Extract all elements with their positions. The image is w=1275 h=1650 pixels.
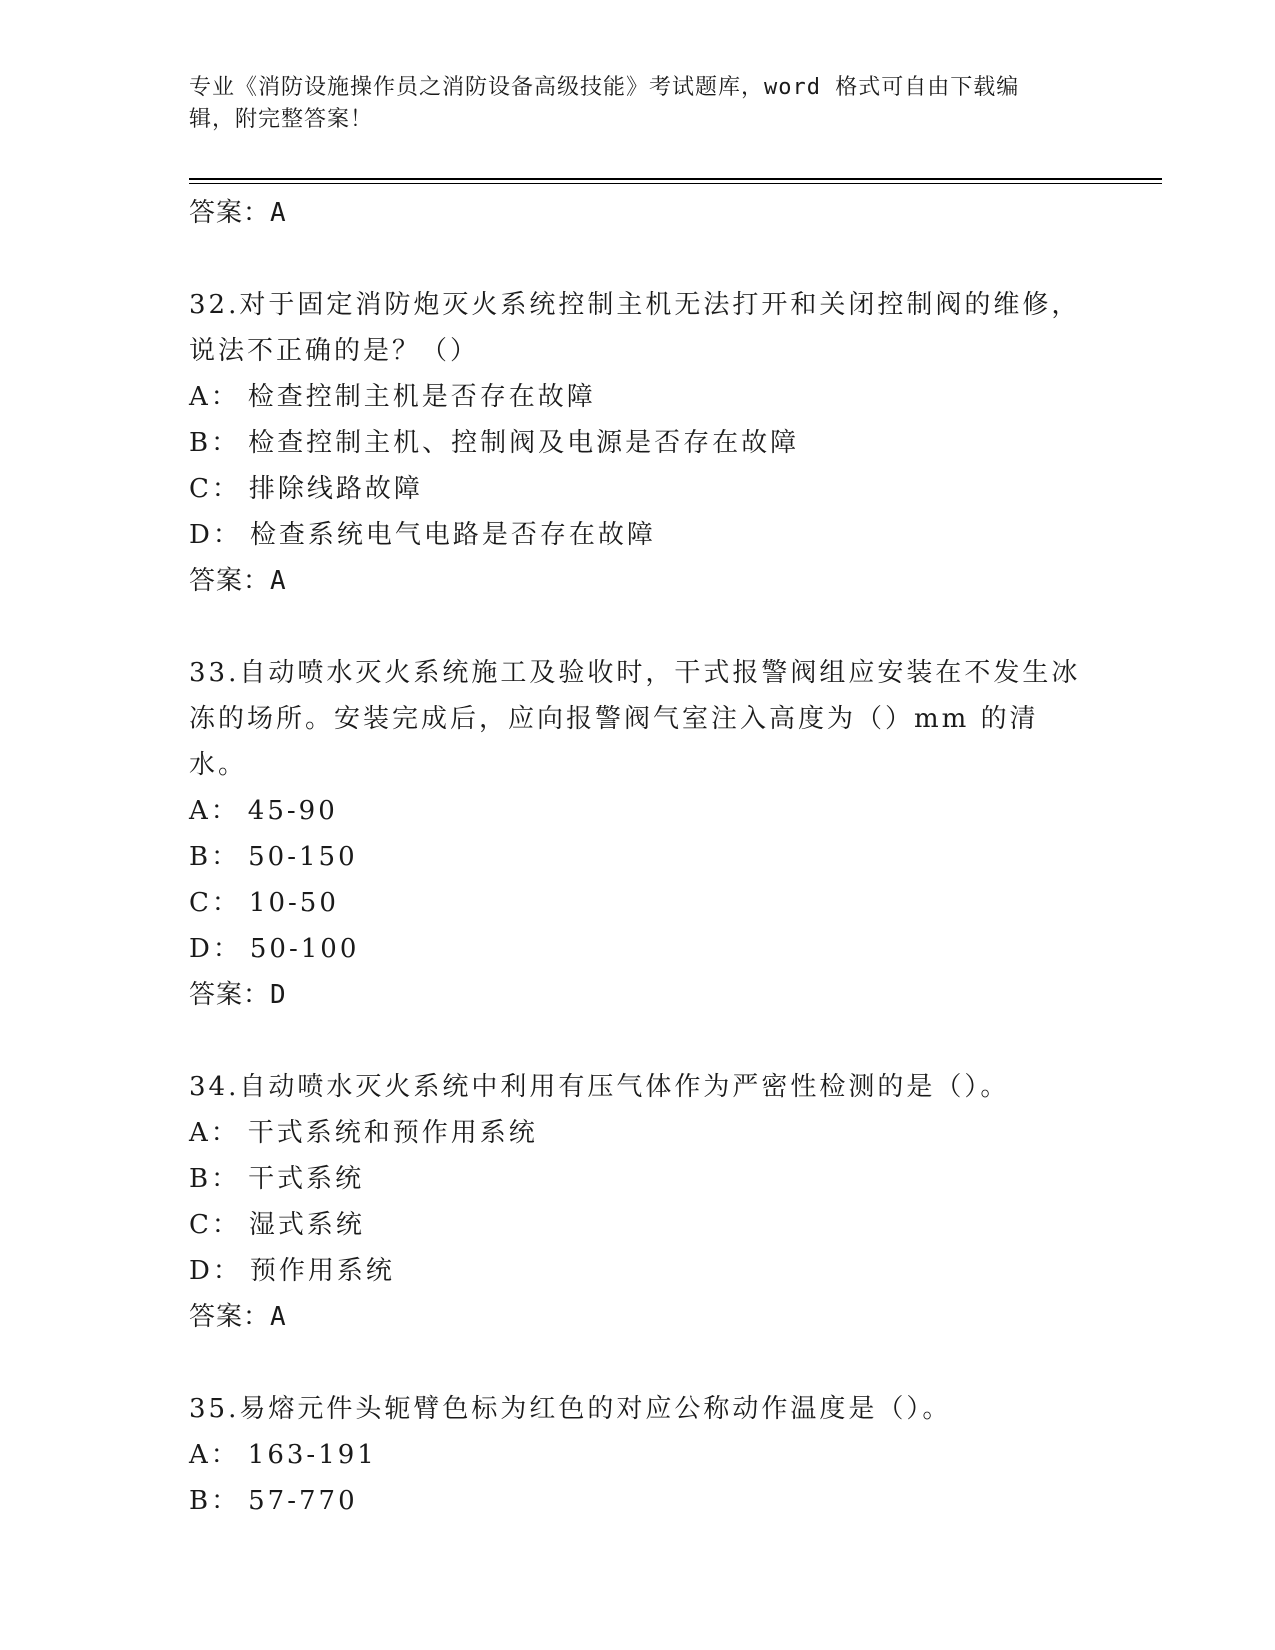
option-d <box>189 926 1089 972</box>
question-text-line: 33.自动喷水灭火系统施工及验收时，干式报警阀组应安装在不发生冰 <box>189 658 1081 688</box>
option-key: A： <box>189 796 240 826</box>
option-text: 50-100 <box>249 934 360 964</box>
header-line-1: 专业《消防设施操作员之消防设备高级技能》考试题库，word 格式可自由下载编 <box>189 75 1020 100</box>
spacer <box>189 1340 1089 1386</box>
question-text-line: 34.自动喷水灭火系统中利用有压气体作为严密性检测的是（）。 <box>189 1072 1010 1102</box>
question-block <box>189 1386 1089 1524</box>
question-block <box>189 282 1089 604</box>
question-text-line: 冻的场所。安装完成后，应向报警阀气室注入高度为（）mm 的清水。 <box>189 704 1039 780</box>
option-c <box>189 880 1089 926</box>
option-a <box>189 1110 1089 1156</box>
option-text: 57-770 <box>248 1486 358 1516</box>
header-rule-thin <box>189 183 1162 184</box>
option-text: 45-90 <box>247 796 338 826</box>
answer-label: 答案： <box>189 566 271 596</box>
answer-value: A <box>270 566 287 596</box>
question-block <box>189 1064 1089 1340</box>
spacer <box>189 236 1089 282</box>
option-text: 排除线路故障 <box>248 474 423 504</box>
option-a <box>189 374 1089 420</box>
answer-line <box>189 558 1089 604</box>
option-text: 检查系统电气电路是否存在故障 <box>249 520 656 550</box>
answer-label: 答案： <box>189 198 271 228</box>
option-text: 干式系统 <box>248 1164 365 1194</box>
question-block <box>189 650 1089 1018</box>
option-text: 检查控制主机是否存在故障 <box>247 382 596 412</box>
header-rule-thick <box>189 178 1162 180</box>
answer-label: 答案： <box>189 980 271 1010</box>
document-header <box>189 72 1079 136</box>
option-key: C： <box>189 474 241 504</box>
question-text-line: 35.易熔元件头轭臂色标为红色的对应公称动作温度是（）。 <box>189 1394 952 1424</box>
option-d <box>189 1248 1089 1294</box>
option-b <box>189 834 1089 880</box>
option-b <box>189 1156 1089 1202</box>
option-key: C： <box>189 1210 241 1240</box>
option-key: B： <box>189 1164 241 1194</box>
option-key: B： <box>189 842 241 872</box>
option-b <box>189 1478 1089 1524</box>
question-text-line: 说法不正确的是？（） <box>189 336 480 366</box>
option-key: D： <box>189 520 242 550</box>
answer-value: A <box>270 1302 287 1332</box>
option-a <box>189 1432 1089 1478</box>
option-c <box>189 466 1089 512</box>
option-d <box>189 512 1089 558</box>
option-text: 50-150 <box>248 842 358 872</box>
option-text: 干式系统和预作用系统 <box>247 1118 538 1148</box>
option-key: C： <box>189 888 241 918</box>
option-key: B： <box>189 428 241 458</box>
option-c <box>189 1202 1089 1248</box>
answer-line <box>189 190 1089 236</box>
answer-value: A <box>270 198 287 228</box>
option-key: A： <box>189 1440 240 1470</box>
option-text: 湿式系统 <box>248 1210 365 1240</box>
option-key: D： <box>189 1256 242 1286</box>
spacer <box>189 604 1089 650</box>
answer-line <box>189 972 1089 1018</box>
spacer <box>189 1018 1089 1064</box>
option-key: A： <box>189 382 240 412</box>
answer-value: D <box>270 980 287 1010</box>
answer-label: 答案： <box>189 1302 271 1332</box>
question-list <box>189 190 1089 1524</box>
option-key: D： <box>189 934 242 964</box>
option-text: 检查控制主机、控制阀及电源是否存在故障 <box>248 428 800 458</box>
header-line-2: 辑，附完整答案！ <box>189 107 374 132</box>
answer-line <box>189 1294 1089 1340</box>
option-b <box>189 420 1089 466</box>
question-text-line: 32.对于固定消防炮灭火系统控制主机无法打开和关闭控制阀的维修， <box>189 290 1081 320</box>
option-text: 预作用系统 <box>249 1256 395 1286</box>
option-key: A： <box>189 1118 240 1148</box>
option-text: 163-191 <box>247 1440 377 1470</box>
option-a <box>189 788 1089 834</box>
option-key: B： <box>189 1486 241 1516</box>
option-text: 10-50 <box>248 888 339 918</box>
